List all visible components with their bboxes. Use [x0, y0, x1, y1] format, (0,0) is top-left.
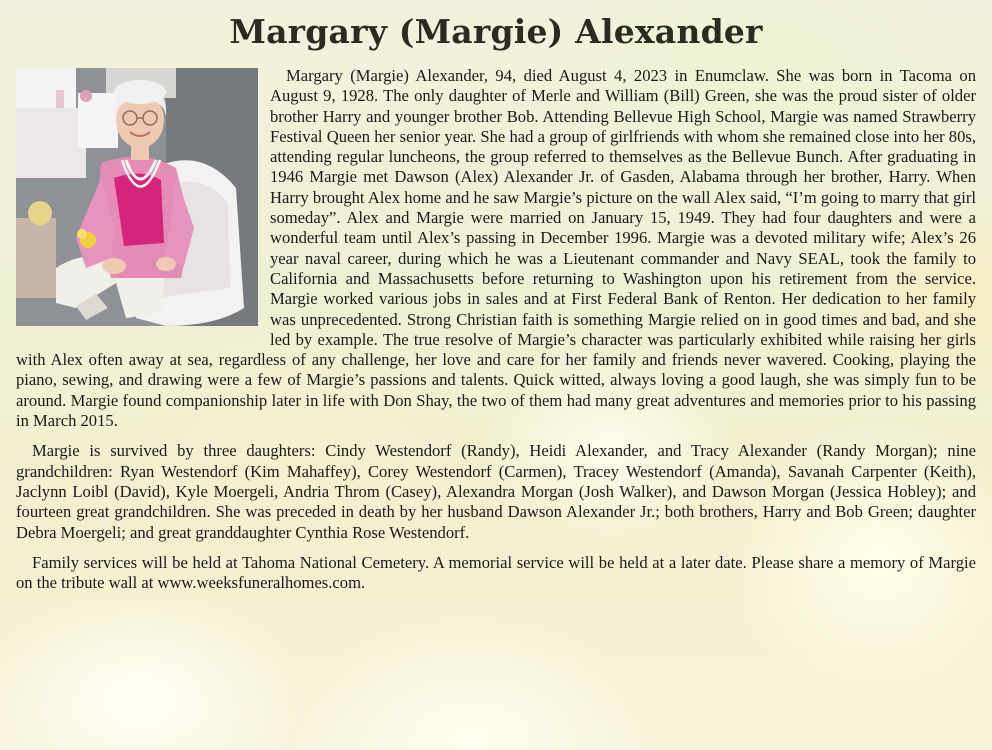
portrait-photo	[16, 68, 258, 326]
portrait-photo-icon	[16, 68, 258, 326]
obituary-title: Margary (Margie) Alexander	[229, 12, 763, 51]
obituary-paragraph-survivors: Margie is survived by three daughters: Cindy Westendorf (Randy), Heidi Alexander, and Tracy Alexander (Randy Morgan); nine grandchildren: Ryan Westendorf (Kim Mahaffey), Corey Westendorf (Carmen), Tracey Westendorf (Amanda), Savanah Carpenter (Keith), Jaclynn Loibl (David), Kyle Moergeli, Andria Throm (Casey), Alexandra Morgan (Josh Walker), and Dawson Morgan (Jessica Hobley); and fourteen great grandchildren. She was preceded in death by her husband Dawson Alexander Jr.; both brothers, Harry and Bob Green; daughter Debra Moergeli; and great granddaughter Cynthia Rose Westendorf.	[16, 441, 976, 542]
obituary-paragraph-life: Margary (Margie) Alexander, 94, died August 4, 2023 in Enumclaw. She was born in Tacoma on August 9, 1928. The only daughter of Merle and William (Bill) Green, she was the proud sister of older brother Harry and younger brother Bob. Attending Bellevue High School, Margie was named Strawberry Festival Queen her senior year. She had a group of girlfriends with whom she remained close into her 80s, attending regular luncheons, the group referred to themselves as the Bellevue Bunch. After graduating in 1946 Margie met Dawson (Alex) Alexander Jr. of Gasden, Alabama through her brother, Harry. When Harry brought Alex home and he saw Margie’s picture on the wall Alex said, “I’m going to marry that girl someday”. Alex and Margie were married on January 15, 1949. They had four daughters and were a wonderful team until Alex’s passing in December 1996. Margie was a devoted military wife; Alex’s 26 year naval career, during which he was a Lieutenant commander and Navy SEAL, took the family to California and Massachusetts before returning to Washington upon his retirement from the service. Margie worked various jobs in sales and at First Federal Bank of Renton. Her dedication to her family was unprecedented. Strong Christian faith is something Margie relied on in good times and bad, and she led by example. The true resolve of Margie’s character was particularly exhibited while raising her girls with Alex often away at sea, regardless of any challenge, her love and care for her family and friends never wavered. Cooking, playing the piano, sewing, and drawing were a few of Margie’s passions and talents. Quick witted, always loving a good laugh, she was simply fun to be around. Margie found companionship later in life with Don Shay, the two of them had many great adventures and memories prior to his passing in March 2015.	[16, 66, 976, 431]
obituary-paragraph-services: Family services will be held at Tahoma National Cemetery. A memorial service will be held at a later date. Please share a memory of Margie on the tribute wall at www.weeksfuneralhomes.com.	[16, 552, 976, 593]
obituary-body	[16, 66, 976, 593]
